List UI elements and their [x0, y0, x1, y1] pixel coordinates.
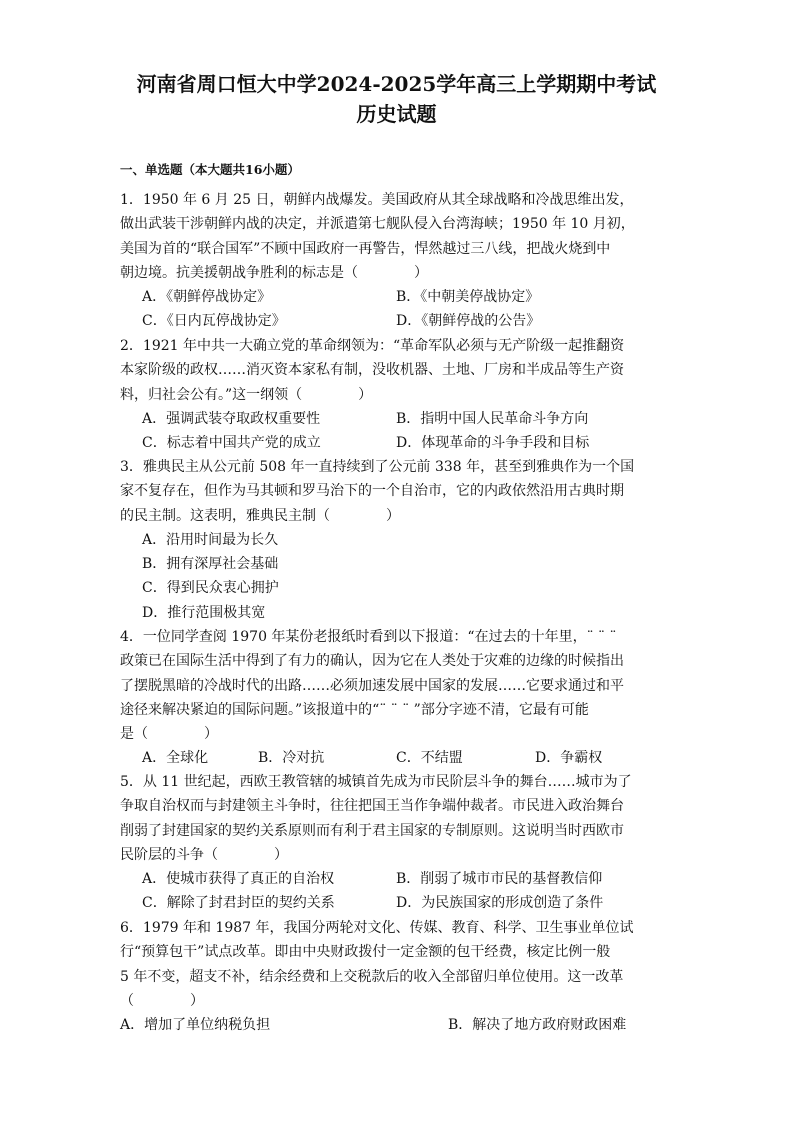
exam-title-line1: 河南省周口恒大中学2024-2025学年高三上学期期中考试	[136, 72, 657, 96]
question-text-line: 做出武装干涉朝鲜内战的决定，并派遣第七舰队侵入台湾海峡；1950 年 10 月初，	[120, 216, 635, 233]
option-row	[120, 431, 680, 455]
option-row	[120, 285, 680, 309]
option-c[interactable]: C．解除了封君封臣的契约关系	[142, 895, 335, 912]
question-text-line: 美国为首的“联合国军”不顾中国政府一再警告，悍然越过三八线，把战火烧到中	[120, 240, 611, 257]
option-b[interactable]: B．削弱了城市市民的基督教信仰	[396, 871, 603, 888]
option-b[interactable]: B．拥有深厚社会基础	[142, 556, 279, 573]
option-row	[120, 407, 680, 431]
question-text-line: 削弱了封建国家的契约关系原则而有利于君主国家的专制原则。这说明当时西欧市	[120, 822, 624, 839]
question-5	[120, 770, 680, 916]
option-a[interactable]: A．增加了单位纳税负担	[120, 1017, 271, 1034]
option-b[interactable]: B．《中朝美停战协定》	[396, 289, 540, 306]
option-c[interactable]: C．《日内瓦停战协定》	[142, 313, 286, 330]
question-text-line: 的民主制。这表明，雅典民主制（ ）	[120, 507, 400, 524]
question-text-line: （ ）	[120, 992, 204, 1009]
option-c[interactable]: C．标志着中国共产党的成立	[142, 435, 321, 452]
option-d[interactable]: D．为民族国家的形成创造了条件	[396, 895, 604, 912]
option-row	[120, 891, 680, 915]
question-2	[120, 334, 680, 455]
section-heading: 一、单选题（本大题共16小题）	[120, 162, 300, 177]
option-row	[120, 746, 680, 770]
option-c[interactable]: C．得到民众衷心拥护	[142, 580, 279, 597]
option-a[interactable]: A．沿用时间最为长久	[142, 531, 279, 548]
option-row	[120, 867, 680, 891]
question-text-line: 本家阶级的政权……消灭资本家私有制，没收机器、土地、厂房和半成品等生产资	[120, 362, 624, 379]
option-b[interactable]: B．冷对抗	[258, 750, 325, 767]
option-a[interactable]: A．《朝鲜停战协定》	[142, 289, 272, 306]
question-text-line: 途径来解决紧迫的国际问题。”该报道中的“¨ ¨ ¨ ”部分字迹不清，它最有可能	[120, 701, 589, 718]
question-text-line: 争取自治权而与封建领主斗争时，往往把国王当作争端仲裁者。市民进入政治舞台	[120, 798, 624, 815]
question-text-line: 了摆脱黑暗的冷战时代的出路……必须加速发展中国家的发展……它要求通过和平	[120, 677, 624, 694]
question-3	[120, 455, 680, 625]
question-text-line: 料，归社会公有。”这一纲领（ ）	[120, 386, 373, 403]
exam-title-line2: 历史试题	[356, 102, 437, 126]
question-text-line: 民阶层的斗争（ ）	[120, 846, 288, 863]
question-1	[120, 188, 680, 334]
question-6	[120, 916, 680, 1037]
question-text-line: 6．1979 年和 1987 年，我国分两轮对文化、传媒、教育、科学、卫生事业单位试	[120, 920, 634, 936]
question-text-line: 3．雅典民主从公元前 508 年一直持续到了公元前 338 年，甚至到雅典作为一个国	[120, 459, 635, 475]
option-d[interactable]: D．推行范围极其宽	[142, 604, 266, 621]
option-row	[120, 1013, 680, 1037]
question-text-line: 行“预算包干”试点改革。即由中央财政拨付一定金额的包干经费，核定比例一般	[120, 944, 611, 961]
option-a[interactable]: A．全球化	[142, 750, 209, 767]
option-d[interactable]: D．争霸权	[535, 750, 603, 767]
question-text-line: 1．1950 年 6 月 25 日，朝鲜内战爆发。美国政府从其全球战略和冷战思维出发，	[120, 192, 634, 208]
question-text-line: 2．1921 年中共一大确立党的革命纲领为：“革命军队必须与无产阶级一起推翻资	[120, 338, 625, 354]
option-c[interactable]: C．不结盟	[396, 750, 463, 767]
option-b[interactable]: B．解决了地方政府财政困难	[448, 1017, 627, 1034]
option-b[interactable]: B．指明中国人民革命斗争方向	[396, 410, 589, 427]
question-text-line: 是（ ）	[120, 726, 218, 743]
question-text-line: 朝边境。抗美援朝战争胜利的标志是（ ）	[120, 264, 428, 281]
option-d[interactable]: D．体现革命的斗争手段和目标	[396, 435, 590, 452]
option-row	[120, 309, 680, 333]
question-text-line: 家不复存在，但作为马其顿和罗马治下的一个自治市，它的内政依然沿用古典时期	[120, 483, 624, 500]
question-text-line: 5．从 11 世纪起，西欧王教管辖的城镇首先成为市民阶层斗争的舞台……城市为了	[120, 774, 632, 790]
question-text-line: 政策已在国际生活中得到了有力的确认，因为它在人类处于灾难的边缘的时候指出	[120, 653, 624, 670]
option-a[interactable]: A．强调武装夺取政权重要性	[142, 410, 321, 427]
question-text-line: 4．一位同学查阅 1970 年某份老报纸时看到以下报道：“在过去的十年里，¨ ¨ ¨	[120, 629, 617, 645]
question-4	[120, 625, 680, 771]
option-d[interactable]: D．《朝鲜停战的公告》	[396, 313, 541, 330]
question-text-line: 5 年不变，超支不补，结余经费和上交税款后的收入全部留归单位使用。这一改革	[120, 968, 624, 985]
option-a[interactable]: A．使城市获得了真正的自治权	[142, 871, 335, 888]
